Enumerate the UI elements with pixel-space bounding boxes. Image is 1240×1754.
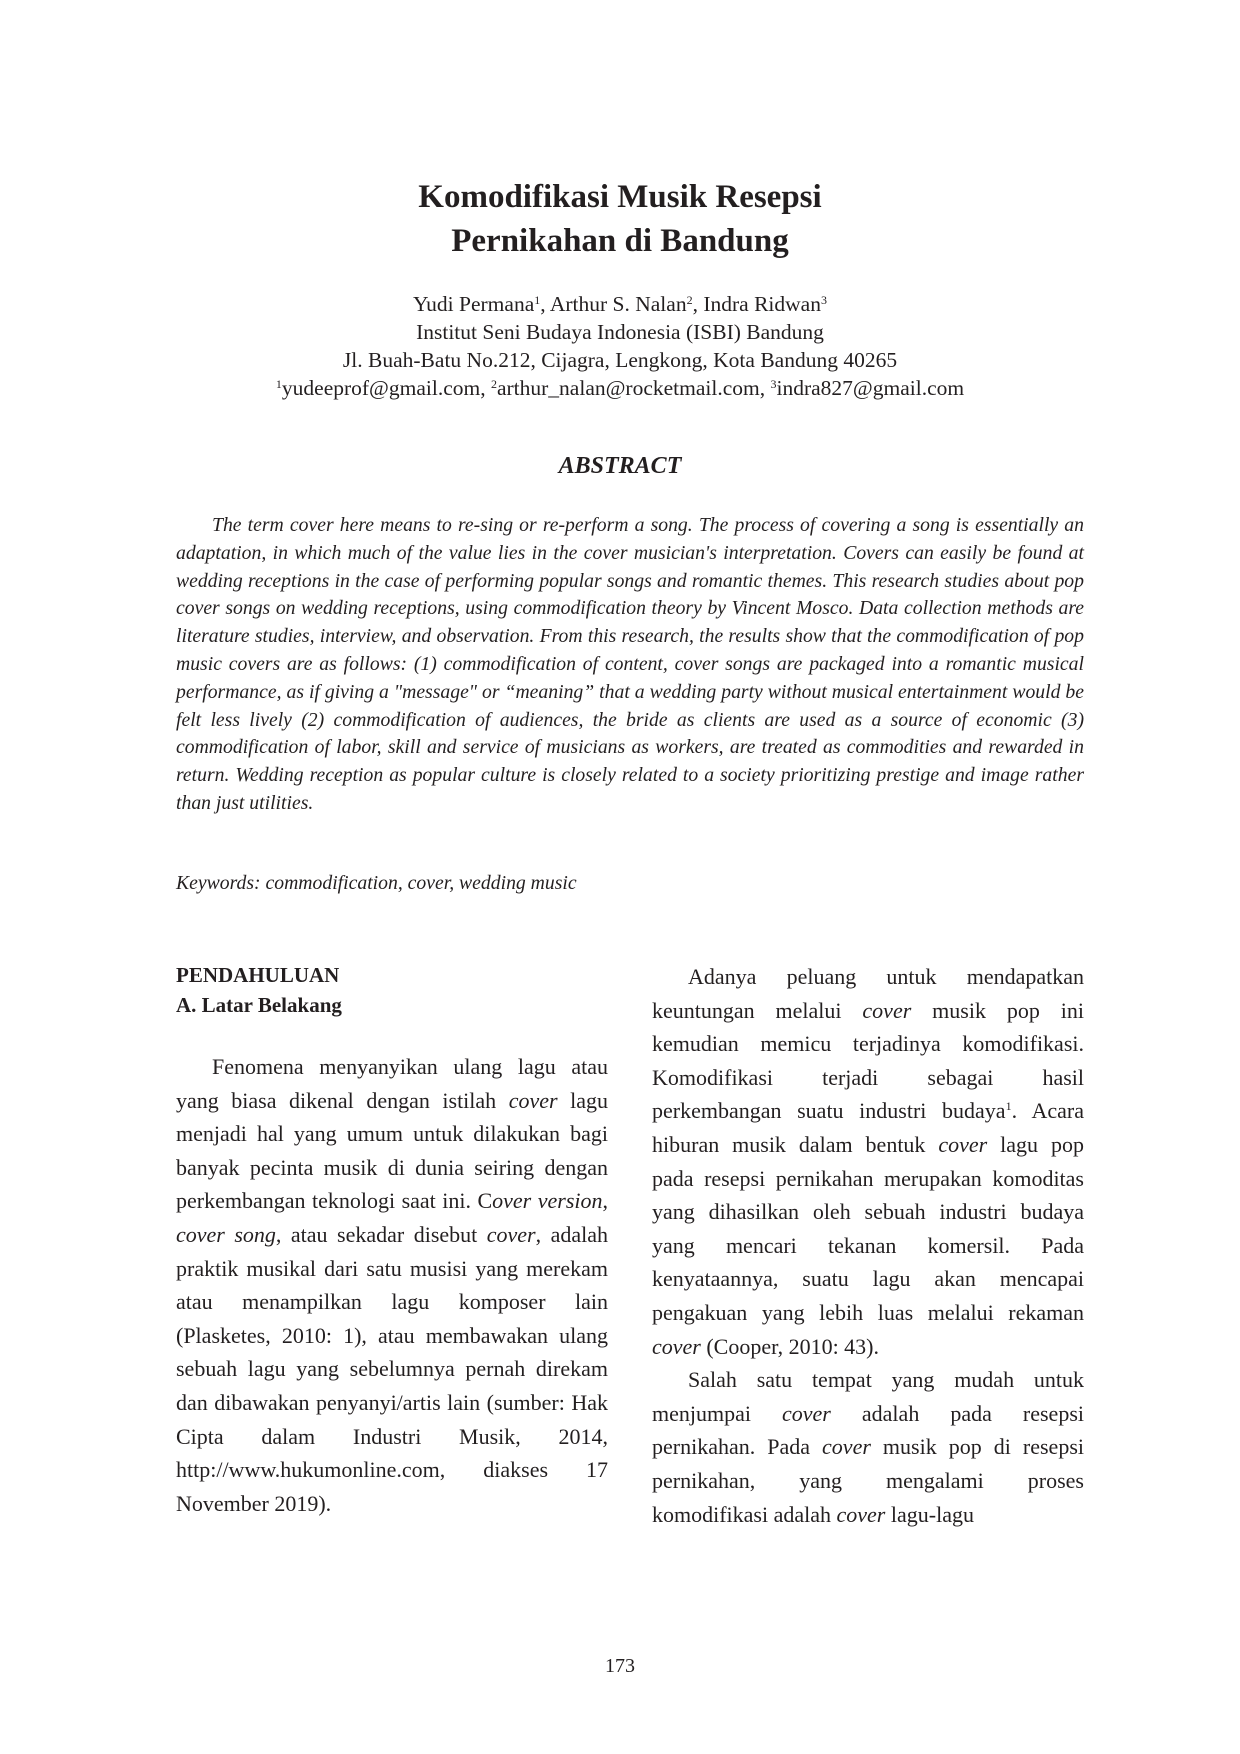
italic-run: cover <box>822 1434 871 1460</box>
text-run: adalah pada resepsi pernikahan. Pada <box>652 1400 1084 1460</box>
body-paragraph <box>176 1050 608 1520</box>
text-run: musik pop ini kemudian memicu terjadinya komodifikasi. Komodifikasi terjadi sebagai hasil perkembangan suatu industri budaya <box>652 997 1084 1124</box>
abstract-heading: ABSTRACT <box>558 453 682 479</box>
italic-run: cover song <box>176 1221 276 1247</box>
text-run: lagu-lagu <box>885 1501 974 1527</box>
italic-run: cover <box>938 1131 988 1157</box>
keywords: Keywords: commodification, cover, wedding music <box>176 872 577 894</box>
paper-title <box>0 175 1240 263</box>
author-affiliation-mark: 2 <box>686 293 693 307</box>
author-block <box>0 290 1240 402</box>
email: arthur_nalan@rocketmail.com <box>496 376 760 400</box>
text-run: lagu pop pada resepsi pernikahan merupakan komoditas yang dihasilkan oleh sebuah industri budaya yang mencari tekanan komersil. Pada kenyataannya, suatu lagu akan mencapai pengakuan yang lebih luas melalui rekaman <box>652 1131 1084 1325</box>
email: indra827@gmail.com <box>776 376 965 400</box>
right-column <box>652 960 1084 1531</box>
email-mark: 3 <box>770 377 777 391</box>
author-name: Arthur S. Nalan <box>549 292 687 316</box>
author-name: Yudi Permana <box>413 292 535 316</box>
footnote-mark: 1 <box>1005 1099 1012 1114</box>
italic-run: over version <box>492 1188 603 1214</box>
text-run: Adanya peluang untuk mendapatkan keuntungan melalui <box>652 964 1084 1023</box>
section-heading: PENDAHULUAN <box>176 963 340 987</box>
text-run: lagu menjadi hal yang umum untuk dilakukan bagi banyak pecinta musik di dunia seiring dengan perkembangan teknologi saat ini. C <box>176 1087 608 1214</box>
institution: Institut Seni Budaya Indonesia (ISBI) Bandung <box>416 320 824 344</box>
text-run: Salah satu tempat yang mudah untuk menjumpai <box>652 1367 1084 1426</box>
text-run: , <box>602 1188 608 1214</box>
italic-run: cover <box>486 1221 536 1247</box>
page-number: 173 <box>605 1655 635 1677</box>
author-affiliation-mark: 1 <box>534 293 541 307</box>
address: Jl. Buah-Batu No.212, Cijagra, Lengkong, Kota Bandung 40265 <box>342 348 898 372</box>
text-run: Fenomena menyanyikan ulang lagu atau yang biasa dikenal dengan istilah <box>176 1054 608 1113</box>
email-mark: 1 <box>275 377 282 391</box>
title-line-2: Pernikahan di Bandung <box>451 223 789 259</box>
email: yudeeprof@gmail.com <box>281 376 481 400</box>
text-run: , atau sekadar disebut <box>275 1221 487 1247</box>
italic-run: cover <box>862 997 912 1023</box>
left-column <box>176 960 608 1520</box>
text-run: (Cooper, 2010: 43). <box>700 1333 880 1359</box>
author-name: Indra Ridwan <box>703 292 821 316</box>
author-affiliation-mark: 3 <box>820 293 827 307</box>
abstract-text: The term cover here means to re-sing or re-perform a song. The process of covering a song is essentially an adaptation, in which much of the value lies in the cover musician's interpretation. Covers can easily be found at wedding receptions in the case of performing popular songs and romantic themes. This research studies about pop cover songs on wedding receptions, using commodification theory by Vincent Mosco. Data collection methods are literature studies, interview, and observation. From this research, the results show that the commodification of pop music covers are as follows: (1) commodification of content, cover songs are packaged into a romantic musical performance, as if giving a "message" or “meaning” that a wedding party without musical entertainment would be felt less lively (2) commodification of audiences, the bride as clients are used as a source of economic (3) commodification of labor, skill and service of musicians as workers, are treated as commodities and rewarded in return. Wedding reception as popular culture is closely related to a society prioritizing prestige and image rather than just utilities. <box>176 514 1084 814</box>
author-emails: $^1$yudeeprof@gmail.com, $^2$arthur_nalan@rocketmail.com, $^3$indra827@gmail.com <box>275 376 965 400</box>
text-run: musik pop di resepsi pernikahan, yang mengalami proses komodifikasi adalah <box>652 1434 1084 1527</box>
body-paragraph <box>652 960 1084 1363</box>
subsection-heading: A. Latar Belakang <box>176 993 342 1017</box>
italic-run: cover <box>836 1501 886 1527</box>
italic-run: cover <box>652 1333 701 1359</box>
text-run: . Acara hiburan musik dalam bentuk <box>652 1098 1084 1157</box>
italic-run: cover <box>782 1400 831 1426</box>
email-mark: 2 <box>490 377 497 391</box>
author-names: Yudi Permana$^1$, Arthur S. Nalan$^2$, Indra Ridwan$^3$ <box>413 292 827 316</box>
text-run: , adalah praktik musikal dari satu musisi yang merekam atau menampilkan lagu komposer lain (Plasketes, 2010: 1), atau membawakan ulang sebuah lagu yang sebelumnya pernah direkam dan dibawakan penyanyi/artis lain (sumber: Hak Cipta dalam Industri Musik, 2014, http://www.hukumonline.com, diakses 17 November 2019). <box>176 1221 609 1516</box>
title-line-1: Komodifikasi Musik Resepsi <box>418 179 822 215</box>
italic-run: cover <box>508 1087 558 1113</box>
body-paragraph <box>652 1363 1084 1531</box>
